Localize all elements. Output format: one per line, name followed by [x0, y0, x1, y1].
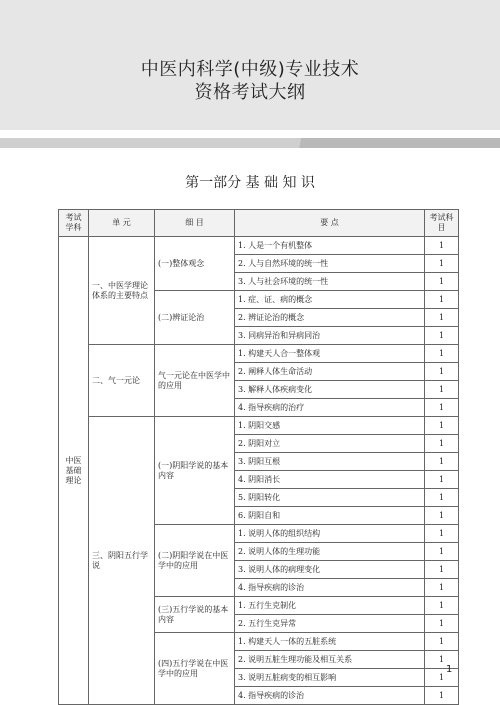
- point-cell: 5. 阴阳转化: [235, 489, 425, 507]
- header-subject: 考试学科: [59, 210, 89, 237]
- point-cell: 6. 阴阳自和: [235, 507, 425, 525]
- exam-cell: 1: [425, 381, 459, 399]
- exam-cell: 1: [425, 309, 459, 327]
- exam-cell: 1: [425, 561, 459, 579]
- point-cell: 3. 阴阳互根: [235, 453, 425, 471]
- point-cell: 4. 指导疾病的治疗: [235, 399, 425, 417]
- point-cell: 2. 五行生克异常: [235, 615, 425, 633]
- point-cell: 2. 人与自然环境的统一性: [235, 255, 425, 273]
- section-title: 第一部分 基 础 知 识: [185, 175, 315, 191]
- item-cell: (四)五行学说在中医学中的应用: [155, 633, 235, 705]
- exam-cell: 1: [425, 579, 459, 597]
- item-cell: (二)辨证论治: [155, 291, 235, 345]
- exam-cell: 1: [425, 273, 459, 291]
- point-cell: 3. 同病异治和异病同治: [235, 327, 425, 345]
- point-cell: 4. 指导疾病的诊治: [235, 687, 425, 705]
- exam-cell: 1: [425, 417, 459, 435]
- unit-cell: 一、中医学理论体系的主要特点: [89, 237, 155, 345]
- exam-cell: 1: [425, 525, 459, 543]
- exam-cell: 1: [425, 399, 459, 417]
- exam-cell: 1: [425, 633, 459, 651]
- point-cell: 1. 构建天人一体的五脏系统: [235, 633, 425, 651]
- point-cell: 2. 阴阳对立: [235, 435, 425, 453]
- header-point: 要 点: [235, 210, 425, 237]
- item-cell: (三)五行学说的基本内容: [155, 597, 235, 633]
- header-item: 细 目: [155, 210, 235, 237]
- point-cell: 4. 阴阳消长: [235, 471, 425, 489]
- exam-cell: 1: [425, 255, 459, 273]
- point-cell: 4. 指导疾病的诊治: [235, 579, 425, 597]
- unit-cell: 二、气一元论: [89, 345, 155, 417]
- header-slant: [0, 138, 500, 148]
- exam-cell: 1: [425, 291, 459, 309]
- table-header-row: [59, 210, 459, 237]
- point-cell: 3. 说明五脏病变的相互影响: [235, 669, 425, 687]
- exam-cell: 1: [425, 507, 459, 525]
- point-cell: 3. 说明人体的病理变化: [235, 561, 425, 579]
- exam-cell: 1: [425, 489, 459, 507]
- exam-cell: 1: [425, 237, 459, 255]
- exam-cell: 1: [425, 327, 459, 345]
- point-cell: 2. 说明五脏生理功能及相互关系: [235, 651, 425, 669]
- exam-cell: 1: [425, 363, 459, 381]
- exam-cell: 1: [425, 345, 459, 363]
- exam-cell: 1: [425, 453, 459, 471]
- item-cell: (二)阴阳学说在中医学中的应用: [155, 525, 235, 597]
- point-cell: 1. 症、证、病的概念: [235, 291, 425, 309]
- exam-cell: 1: [425, 669, 459, 687]
- table-row: [59, 417, 459, 435]
- exam-cell: 1: [425, 615, 459, 633]
- point-cell: 2. 阐释人体生命活动: [235, 363, 425, 381]
- point-cell: 1. 人是一个有机整体: [235, 237, 425, 255]
- header-unit: 单 元: [89, 210, 155, 237]
- title-line-1: 中医内科学(中级)专业技术: [140, 59, 360, 80]
- point-cell: 2. 说明人体的生理功能: [235, 543, 425, 561]
- item-cell: 气一元论在中医学中的应用: [155, 345, 235, 417]
- table-row: [59, 237, 459, 255]
- document-title: [0, 58, 500, 104]
- point-cell: 1. 五行生克制化: [235, 597, 425, 615]
- syllabus-table: [58, 209, 459, 705]
- point-cell: 1. 说明人体的组织结构: [235, 525, 425, 543]
- exam-cell: 1: [425, 471, 459, 489]
- table-row: [59, 345, 459, 363]
- exam-cell: 1: [425, 543, 459, 561]
- unit-cell: 三、阴阳五行学说: [89, 417, 155, 705]
- point-cell: 1. 构建天人合一整体观: [235, 345, 425, 363]
- title-line-2: 资格考试大纲: [194, 82, 306, 103]
- item-cell: (一)阴阳学说的基本内容: [155, 417, 235, 525]
- header-exam: 考试科目: [425, 210, 459, 237]
- item-cell: (一)整体观念: [155, 237, 235, 291]
- exam-cell: 1: [425, 651, 459, 669]
- point-cell: 2. 辨证论治的概念: [235, 309, 425, 327]
- table-body: [59, 237, 459, 705]
- exam-cell: 1: [425, 597, 459, 615]
- header-stripe: [0, 130, 500, 138]
- exam-cell: 1: [425, 435, 459, 453]
- page-number: 1: [446, 664, 453, 675]
- point-cell: 1. 阴阳交感: [235, 417, 425, 435]
- point-cell: 3. 解释人体疾病变化: [235, 381, 425, 399]
- subject-cell: 中医基础理论: [59, 237, 89, 705]
- exam-cell: 1: [425, 687, 459, 705]
- point-cell: 3. 人与社会环境的统一性: [235, 273, 425, 291]
